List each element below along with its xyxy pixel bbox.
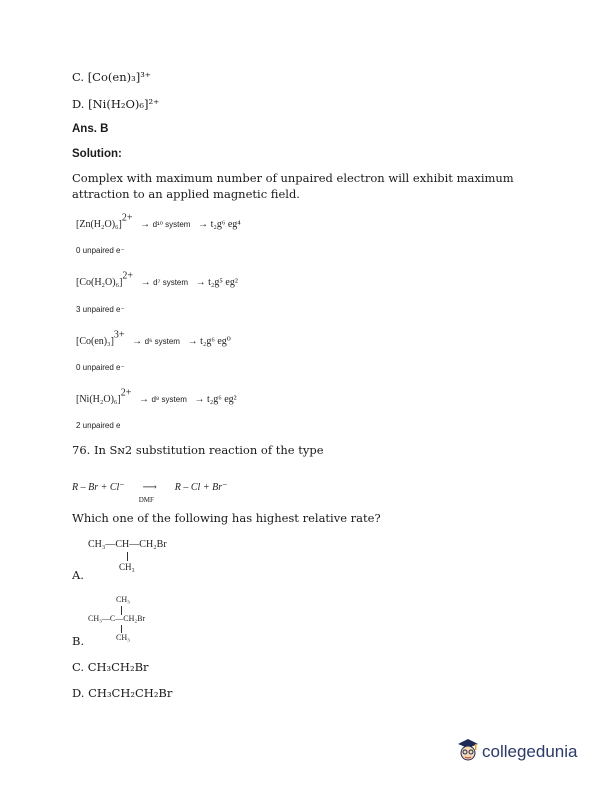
- question-76-prompt: Which one of the following has highest relative rate?: [72, 511, 381, 525]
- sn2-reaction: [72, 475, 228, 504]
- solvent-label: DMF: [138, 496, 154, 504]
- option-a-bond-line: [127, 552, 128, 561]
- option-a-main-chain: CH₃—CH—CH₂Br: [88, 539, 167, 550]
- d-system: d⁸ system: [151, 395, 187, 404]
- d-system: d⁷ system: [153, 278, 189, 287]
- option-b-label: B.: [72, 634, 85, 648]
- d-system: d¹⁰ system: [152, 220, 191, 229]
- d-system: d⁶ system: [144, 337, 180, 346]
- answer-label: Ans. B: [72, 123, 109, 135]
- config-row-2: $[Co(H_2O)_6]^{2+} \to d^7$ system → t₂g⁵ eg²: [76, 270, 238, 288]
- graduate-mascot-icon: [456, 737, 480, 763]
- solution-text-line-2: attraction to an applied magnetic field.: [72, 187, 300, 201]
- complex-charge: 2+: [120, 387, 132, 399]
- complex-formula: [Zn(H₂O)₆]: [76, 219, 122, 230]
- complex-formula: [Co(H₂O)₆]: [76, 277, 123, 288]
- unpaired-count-3: 0 unpaired e⁻: [76, 363, 125, 372]
- option-b-main-chain: CH₃—C—CH₂Br: [88, 614, 146, 623]
- option-b-bottom-bond: [121, 625, 122, 633]
- option-a-branch: CH₃: [119, 562, 135, 572]
- solution-heading: Solution:: [72, 148, 122, 160]
- solution-text-line-1: Complex with maximum number of unpaired electron will exhibit maximum: [72, 171, 514, 185]
- complex-formula: [Ni(H₂O)₆]: [76, 394, 121, 405]
- unpaired-count-2: 3 unpaired e⁻: [76, 305, 125, 314]
- complex-charge: 3+: [113, 329, 125, 341]
- option-b-bottom-methyl: CH₃: [116, 633, 130, 642]
- complex-formula: [Co(en)₃]: [76, 336, 114, 347]
- option-c-ethyl-bromide: C. CH₃CH₂Br: [72, 660, 149, 674]
- unpaired-count-1: 0 unpaired e⁻: [76, 246, 125, 255]
- config-row-4: $[Ni(H_2O)_6]^{2+} \to d^8$ system → t₂g⁶ eg²: [76, 387, 237, 405]
- orbital-config: t₂g⁵ eg²: [208, 277, 238, 288]
- reaction-products: R – Cl + Br⁻: [174, 482, 228, 493]
- option-c-cobalt-en: C. [Co(en)₃]³⁺: [72, 70, 151, 84]
- orbital-config: t₂g⁶ eg⁴: [210, 219, 241, 230]
- option-d-nickel-aqua: D. [Ni(H₂O)₆]²⁺: [72, 97, 160, 111]
- option-d-propyl-bromide: D. CH₃CH₂CH₂Br: [72, 686, 173, 700]
- complex-charge: 2+: [121, 212, 133, 224]
- question-76-title: 76. In Sɴ2 substitution reaction of the type: [72, 443, 324, 457]
- orbital-config: t₂g⁶ eg⁰: [200, 336, 231, 347]
- unpaired-count-4: 2 unpaired e: [76, 421, 121, 430]
- brand-logo-text: collegedunia: [482, 742, 578, 761]
- complex-charge: 2+: [122, 270, 134, 282]
- config-row-3: $[Co(en)_3]^{3+} \to d^6$ system → t₂g⁶ eg⁰: [76, 329, 231, 347]
- option-b-top-methyl: CH₃: [116, 595, 130, 604]
- option-a-label: A.: [72, 568, 84, 582]
- config-row-1: $[Zn(H_2O)_6]^{2+} \to d^{10}$ system → t₂g⁶ eg⁴: [76, 212, 241, 230]
- orbital-config: t₂g⁶ eg²: [206, 394, 237, 405]
- reaction-arrow: ⟶ DMF: [138, 482, 157, 504]
- reaction-reactants: R – Br + Cl⁻: [72, 482, 125, 493]
